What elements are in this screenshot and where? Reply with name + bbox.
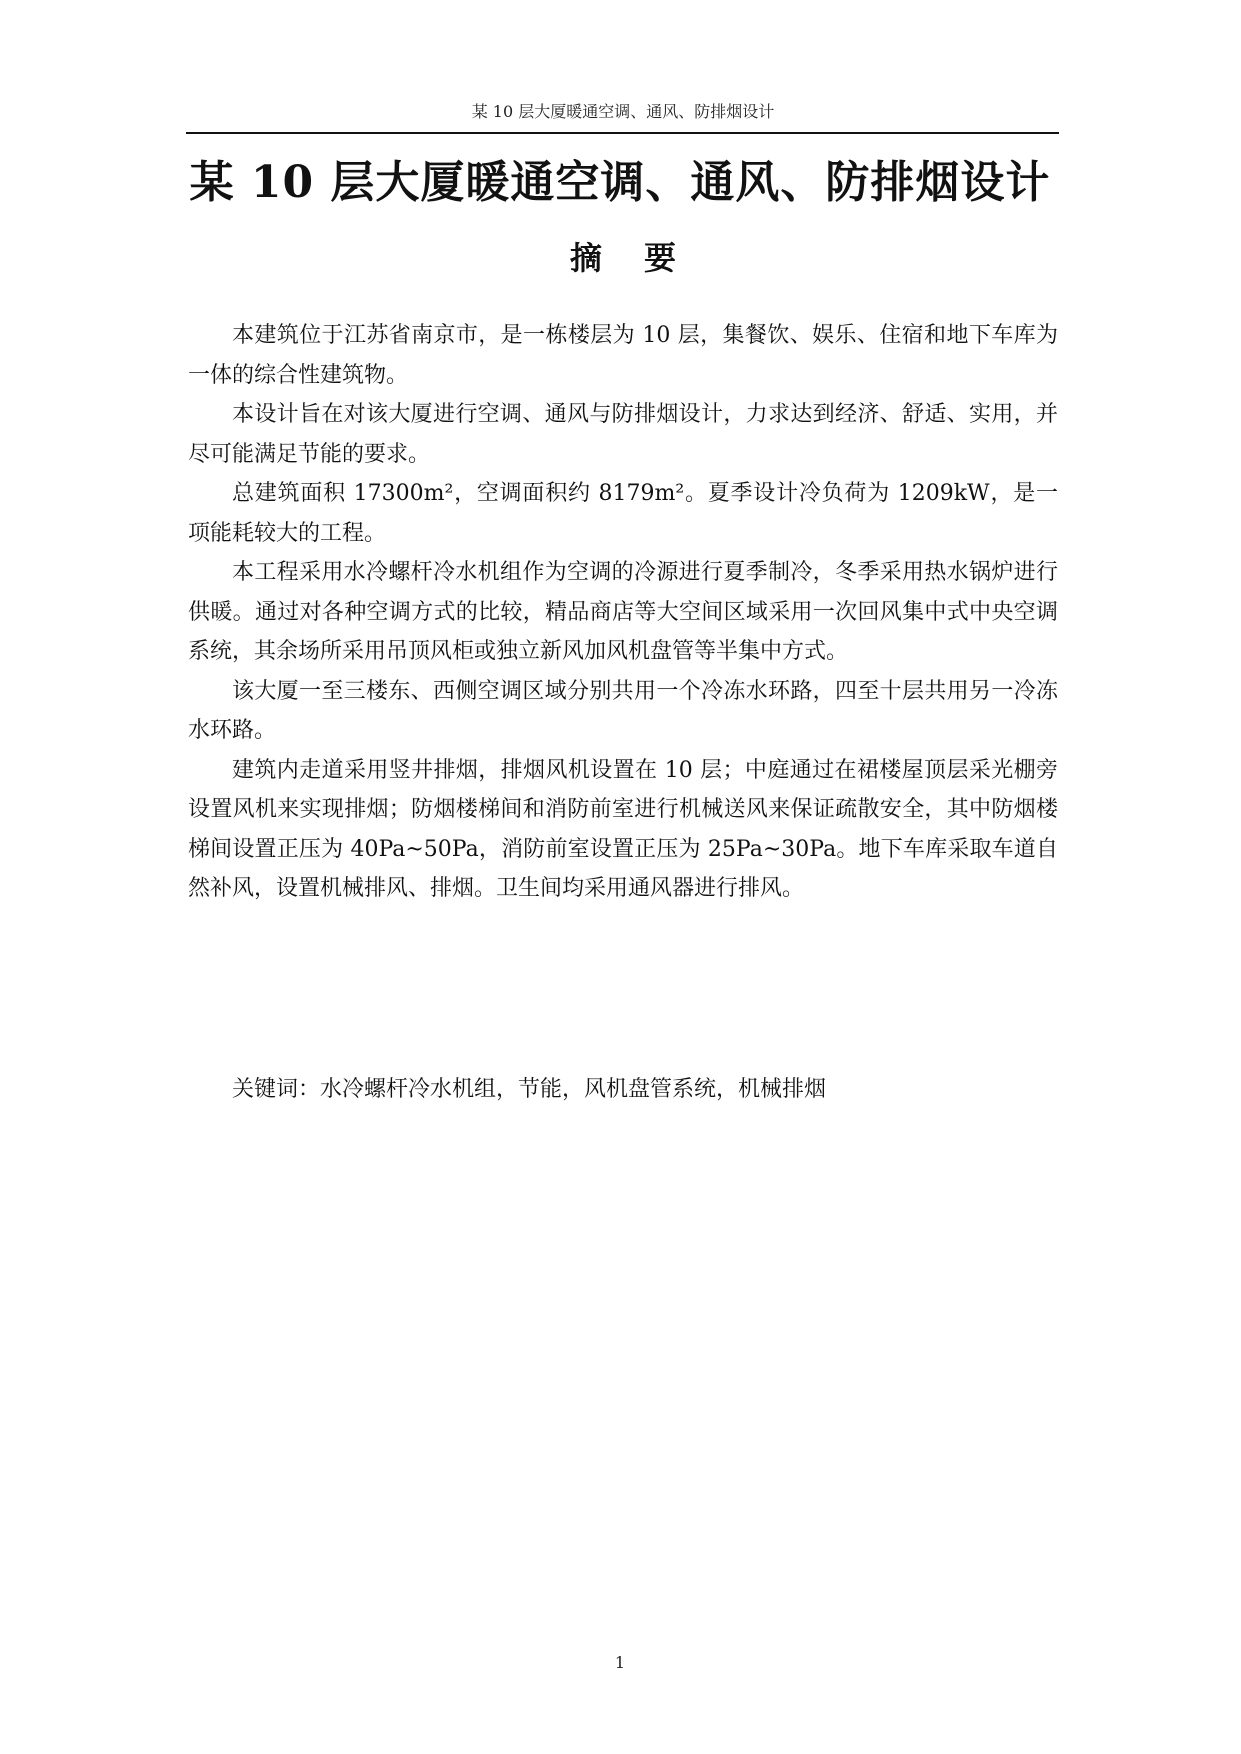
keywords-label: 关键词： — [232, 1077, 321, 1102]
abstract-paragraph-purpose: 本设计旨在对该大厦进行空调、通风与防排烟设计，力求达到经济、舒适、实用，并尽可能满足节能的要求。 — [188, 402, 1058, 467]
page-number: 1 — [614, 1653, 626, 1672]
running-header: 某 10 层大厦暖通空调、通风、防排烟设计 — [471, 102, 775, 121]
abstract-paragraph-location: 本建筑位于江苏省南京市，是一栋楼层为 10 层，集餐饮、娱乐、住宿和地下车库为一体的综合性建筑物。 — [188, 323, 1058, 388]
abstract-paragraph-area-load: 总建筑面积 17300m²，空调面积约 8179m²。夏季设计冷负荷为 1209kW，是一项能耗较大的工程。 — [188, 481, 1058, 546]
keywords-line — [188, 1070, 1058, 1110]
abstract-heading-char-1: 摘 — [569, 239, 602, 277]
document-title: 某 10 层大厦暖通空调、通风、防排烟设计 — [189, 157, 1051, 208]
abstract-heading-char-2: 要 — [644, 239, 677, 277]
keywords-text: 水冷螺杆冷水机组，节能，风机盘管系统，机械排烟 — [320, 1077, 827, 1102]
abstract-paragraph-smoke-control: 建筑内走道采用竖井排烟，排烟风机设置在 10 层；中庭通过在裙楼屋顶层采光棚旁设置风机来实现排烟；防烟楼梯间和消防前室进行机械送风来保证疏散安全，其中防烟楼梯间设置正压为 40Pa~50Pa，消防前室设置正压为 25Pa~30Pa。地下车库采取车道自然补风，设置机械排风、排烟。卫生间均采用通风器进行排风。 — [188, 757, 1058, 901]
abstract-paragraph-water-loops: 该大厦一至三楼东、西侧空调区域分别共用一个冷冻水环路，四至十层共用另一冷冻水环路。 — [188, 678, 1058, 743]
abstract-heading — [188, 238, 1058, 278]
abstract-body — [188, 316, 1058, 909]
header-divider — [186, 132, 1059, 134]
abstract-paragraph-systems: 本工程采用水冷螺杆冷水机组作为空调的冷源进行夏季制冷，冬季采用热水锅炉进行供暖。通过对各种空调方式的比较，精品商店等大空间区域采用一次回风集中式中央空调系统，其余场所采用吊顶风柜或独立新风加风机盘管等半集中方式。 — [188, 560, 1058, 664]
